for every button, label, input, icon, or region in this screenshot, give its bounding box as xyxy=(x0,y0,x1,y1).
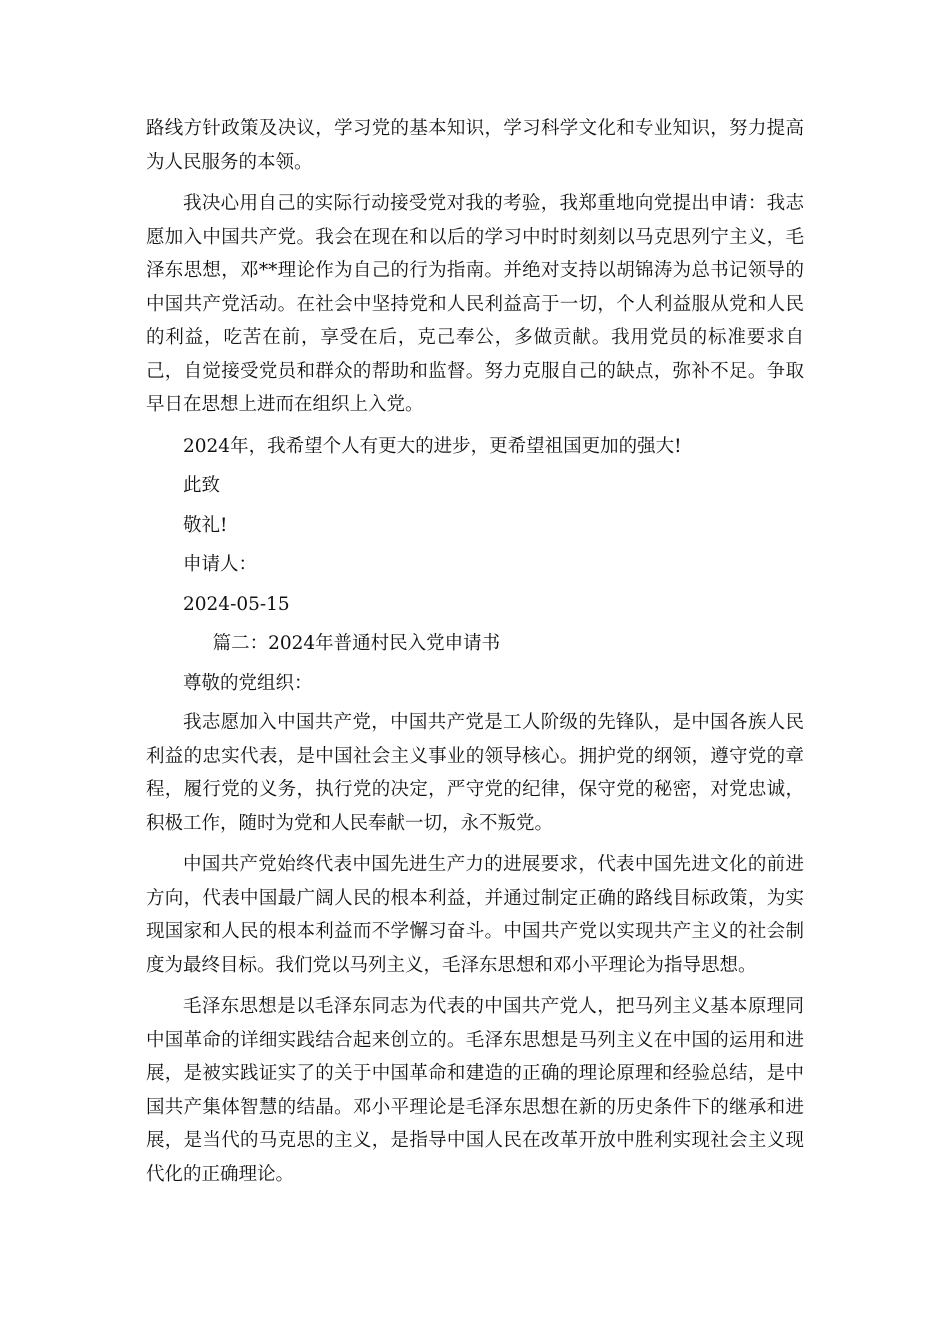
paragraph-party-role: 中国共产党始终代表中国先进生产力的进展要求，代表中国先进文化的前进方向，代表中国最广阔人民的根本利益，并通过制定正确的路线目标政策，为实现国家和人民的根本利益而不学懈习奋斗。中国共产党以实现共产主义的社会制度为最终目标。我们党以马列主义，毛泽东思想和邓小平理论为指导思想。 xyxy=(146,854,804,976)
paragraph-continuation: 路线方针政策及决议，学习党的基本知识，学习科学文化和专业知识，努力提高为人民服务的本领。 xyxy=(146,118,804,173)
application-date: 2024-05-15 xyxy=(183,593,290,615)
paragraph-application: 我决心用自己的实际行动接受党对我的考验，我郑重地向党提出申请：我志愿加入中国共产党。我会在现在和以后的学习中时时刻刻以马克思列宁主义，毛泽东思想，邓**理论作为自己的行为指南。并绝对支持以胡锦涛为总书记领导的中国共产党活动。在社会中坚持党和人民利益高于一切，个人利益服从党和人民的利益，吃苦在前，享受在后，克己奉公，多做贡献。我用党员的标准要求自己，自觉接受党员和群众的帮助和监督。努力克服自己的缺点，弥补不足。争取早日在思想上进而在组织上入党。 xyxy=(146,193,804,415)
section-heading: 篇二：2024年普通村民入党申请书 xyxy=(212,633,501,654)
paragraph-pledge: 我志愿加入中国共产党，中国共产党是工人阶级的先锋队，是中国各族人民利益的忠实代表，是中国社会主义事业的领导核心。拥护党的纲领，遵守党的章程，履行党的义务，执行党的决定，严守党的纪律，保守党的秘密，对党忠诚，积极工作，随时为党和人民奉献一切，永不叛党。 xyxy=(146,712,804,834)
applicant-label: 申请人： xyxy=(183,554,258,575)
paragraph-wish: 2024年，我希望个人有更大的进步，更希望祖国更加的强大! xyxy=(183,435,682,457)
paragraph-mao-thought: 毛泽东思想是以毛泽东同志为代表的中国共产党人，把马列主义基本原理同中国革命的详细实践结合起来创立的。毛泽东思想是马列主义在中国的运用和进展，是被实践证实了的关于中国革命和建造的正确的理论原理和经验总结，是中国共产集体智慧的结晶。邓小平理论是毛泽东思想在新的历史条件下的继承和进展，是当代的马克思的主义，是指导中国人民在改革开放中胜利实现社会主义现代化的正确理论。 xyxy=(146,996,804,1185)
document-body xyxy=(146,112,804,1199)
closing-regards: 敬礼! xyxy=(183,514,228,536)
greeting: 尊敬的党组织： xyxy=(183,672,313,694)
closing-salutation: 此致 xyxy=(183,475,221,496)
